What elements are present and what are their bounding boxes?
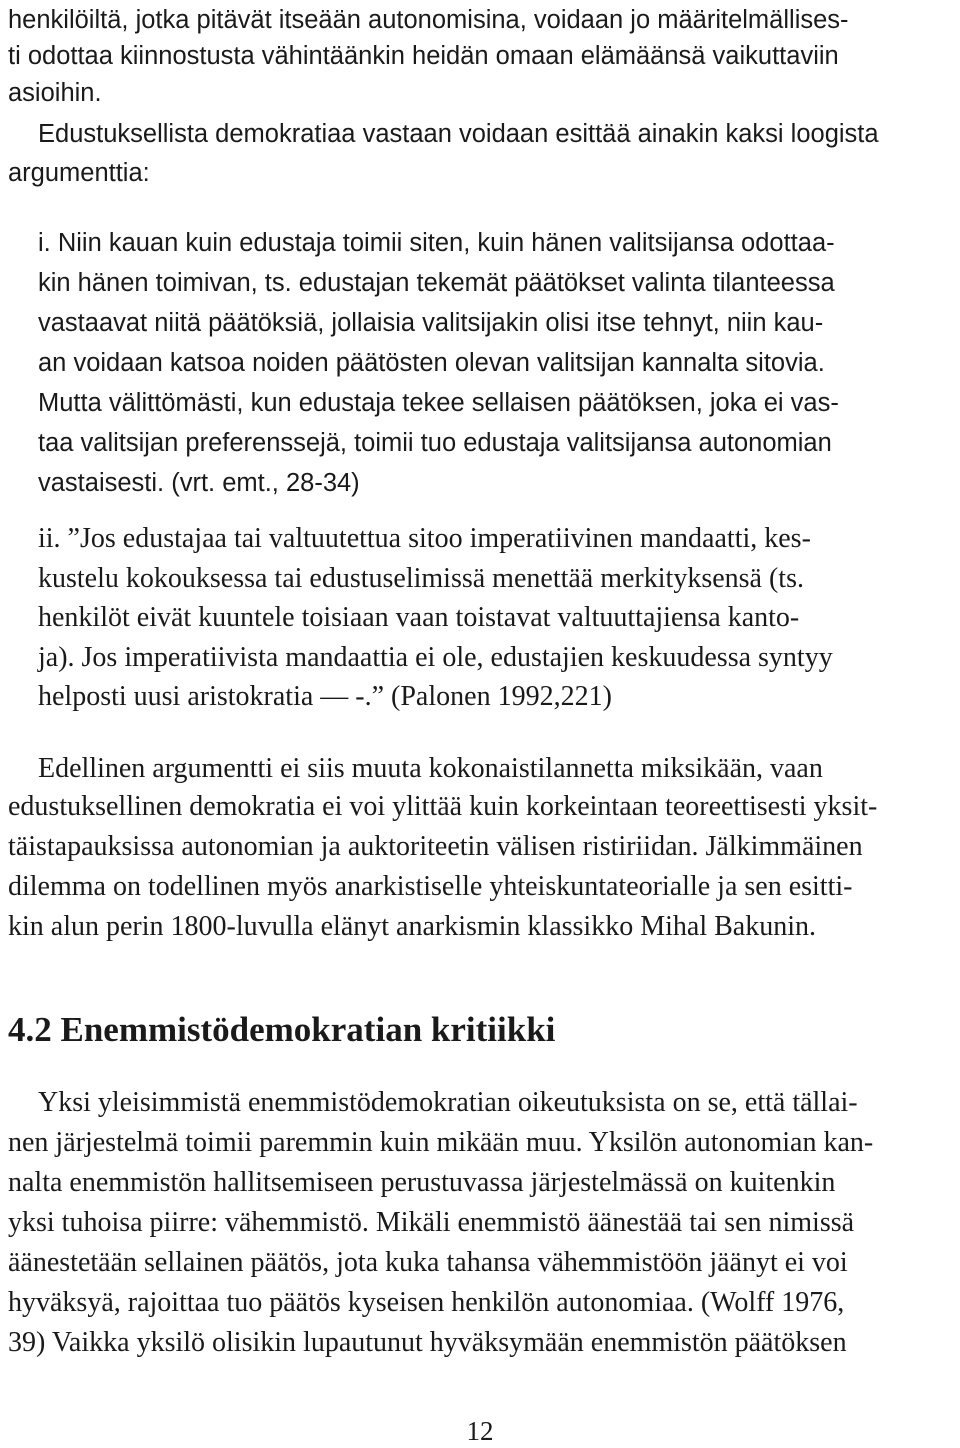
list-item-line: kin hänen toimivan, ts. edustajan tekemät päätökset valinta tilanteessa <box>38 269 835 297</box>
list-item-line: henkilöt eivät kuuntele toisiaan vaan toistavat valtuuttajiensa kanto- <box>38 602 800 633</box>
list-item-line: vastaavat niitä päätöksiä, jollaisia valitsijakin olisi itse tehnyt, niin kau- <box>38 309 824 337</box>
list-item-line: helposti uusi aristokratia — -.” (Palonen 1992,221) <box>38 681 612 712</box>
page-number: 12 <box>466 1416 494 1446</box>
list-item-line: i. Niin kauan kuin edustaja toimii siten, kuin hänen valitsijansa odottaa- <box>38 229 835 257</box>
paragraph-line: nen järjestelmä toimii paremmin kuin mikään muu. Yksilön autonomian kan- <box>8 1127 874 1158</box>
list-item-line: vastaisesti. (vrt. emt., 28-34) <box>38 469 360 497</box>
paragraph-line: Yksi yleisimmistä enemmistödemokratian oikeutuksista on se, että tällai- <box>38 1087 858 1118</box>
list-item-line: ii. ”Jos edustajaa tai valtuutettua sitoo imperatiivinen mandaatti, kes- <box>38 523 811 554</box>
text-line: argumenttia: <box>8 159 150 187</box>
paragraph-line: yksi tuhoisa piirre: vähemmistö. Mikäli enemmistö äänestää tai sen nimissä <box>8 1207 855 1238</box>
paragraph-line: kin alun perin 1800-luvulla elänyt anarkismin klassikko Mihal Bakunin. <box>8 911 816 942</box>
text-line: asioihin. <box>8 79 102 107</box>
paragraph-line: nalta enemmistön hallitsemiseen perustuvassa järjestelmässä on kuitenkin <box>8 1167 836 1198</box>
paragraph-line: täistapauksissa autonomian ja auktoriteetin välisen ristiriidan. Jälkimmäinen <box>8 831 863 862</box>
paragraph-line: 39) Vaikka yksilö olisikin lupautunut hyväksymään enemmistön päätöksen <box>8 1327 847 1358</box>
list-item-line: an voidaan katsoa noiden päätösten olevan valitsijan kannalta sitovia. <box>38 349 825 377</box>
paragraph-line: hyväksyä, rajoittaa tuo päätös kyseisen henkilön autonomiaa. (Wolff 1976, <box>8 1287 845 1318</box>
paragraph-line: äänestetään sellainen päätös, jota kuka tahansa vähemmistöön jäänyt ei voi <box>8 1247 848 1278</box>
section-heading: 4.2 Enemmistödemokratian kritiikki <box>8 1010 556 1049</box>
text-line: ti odottaa kiinnostusta vähintäänkin heidän omaan elämäänsä vaikuttaviin <box>8 42 839 70</box>
list-item-line: ja). Jos imperatiivista mandaattia ei ole, edustajien keskuudessa syntyy <box>38 642 833 673</box>
paragraph-line: edustuksellinen demokratia ei voi ylittää kuin korkeintaan teoreettisesti yksit- <box>8 791 878 822</box>
list-item-line: taa valitsijan preferenssejä, toimii tuo edustaja valitsijansa autonomian <box>38 429 832 457</box>
paragraph-line: Edellinen argumentti ei siis muuta kokonaistilannetta miksikään, vaan <box>38 753 823 784</box>
list-item-line: kustelu kokouksessa tai edustuselimissä menettää merkityksensä (ts. <box>38 563 804 594</box>
list-item-line: Mutta välittömästi, kun edustaja tekee sellaisen päätöksen, joka ei vas- <box>38 389 839 417</box>
text-line: Edustuksellista demokratiaa vastaan voidaan esittää ainakin kaksi loogista <box>38 120 879 148</box>
paragraph-line: dilemma on todellinen myös anarkistiselle yhteiskuntateorialle ja sen esitti- <box>8 871 853 902</box>
text-line: henkilöiltä, jotka pitävät itseään autonomisina, voidaan jo määritelmällises- <box>8 6 849 34</box>
